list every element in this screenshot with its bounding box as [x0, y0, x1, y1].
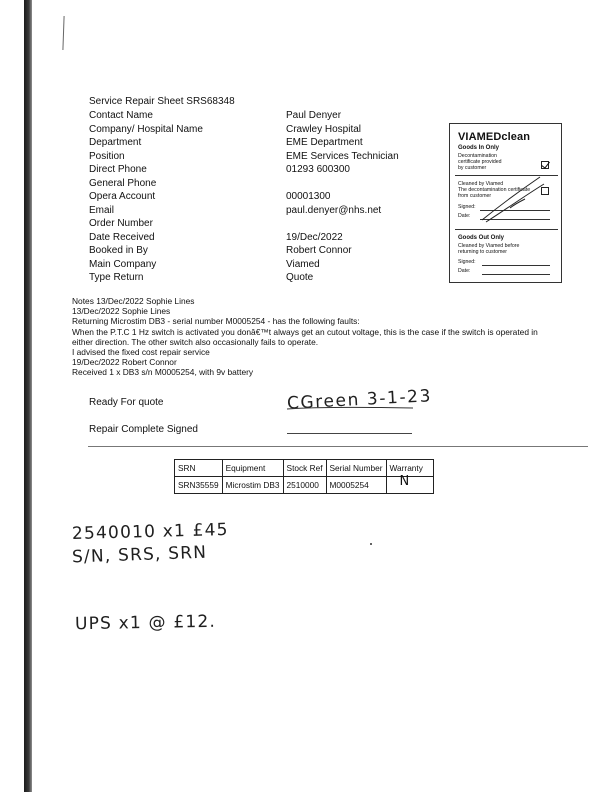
section-divider	[88, 446, 588, 447]
note-line-5: either direction. The other switch also occasionally fails to operate.	[72, 336, 319, 347]
field-value-order-number	[286, 217, 446, 231]
stamp-divider-2	[455, 229, 558, 230]
note-line-4: When the P.T.C 1 Hz switch is activated you donâ€™t always get an cutout voltage, this is the case if the switch is operated in	[72, 326, 538, 337]
field-value-opera-account: 00001300	[286, 191, 331, 202]
warranty-value: N	[399, 474, 410, 489]
stamp-brand: VIAMEDclean	[458, 131, 531, 143]
handwritten-note-2: S/N, SRS, SRN	[71, 542, 208, 568]
scan-mark	[62, 16, 64, 50]
goods-out-heading: Goods Out Only	[458, 235, 504, 241]
field-label-general-phone: General Phone	[89, 177, 157, 189]
field-label-booked-in-by: Booked in By	[89, 245, 148, 256]
inventory-table	[174, 459, 434, 494]
viamedclean-stamp	[449, 123, 562, 283]
goods-out-date-label: Date:	[458, 268, 471, 274]
field-value-direct-phone: 01293 600300	[286, 164, 350, 175]
handwritten-note-3: UPS x1 @ £12.	[74, 611, 217, 635]
header-srn: SRN	[175, 460, 223, 477]
goods-in-text-1: Decontamination	[458, 153, 497, 159]
field-label-order-number: Order Number	[89, 218, 153, 229]
ready-for-quote-label: Ready For quote	[89, 397, 164, 408]
field-label-contact-name: Contact Name	[89, 110, 153, 121]
field-label-direct-phone: Direct Phone	[89, 164, 147, 175]
header-equipment: Equipment	[222, 460, 283, 477]
dot-mark	[370, 543, 372, 545]
field-value-contact-name: Paul Denyer	[286, 110, 342, 121]
cleaned-text-3: from customer	[458, 193, 492, 199]
field-label-email: Email	[89, 204, 115, 216]
handwritten-note-1: 2540010 x1 £45	[71, 519, 229, 545]
warranty-handwritten-mark	[390, 474, 430, 490]
field-value-company: Crawley Hospital	[286, 123, 362, 135]
cell-stock-ref: 2510000	[283, 477, 326, 494]
cell-srn: SRN35559	[175, 477, 223, 494]
note-line-2: 13/Dec/2022 Sophie Lines	[72, 306, 171, 317]
scan-edge	[24, 0, 32, 792]
goods-out-signed-line	[482, 265, 550, 266]
cleaned-text-2: The decontamination certificate	[458, 187, 531, 193]
note-line-3: Returning Microstim DB3 - serial number M0005254 - has the following faults:	[72, 316, 360, 327]
goods-out-date-line	[482, 274, 550, 275]
ready-for-quote-handwritten: CGreen 3-1-23	[286, 386, 433, 414]
field-value-date-received: 19/Dec/2022	[286, 231, 343, 243]
repair-signature-line	[287, 433, 412, 434]
note-line-6: I advised the fixed cost repair service	[72, 347, 210, 358]
field-label-opera-account: Opera Account	[89, 191, 156, 202]
goods-in-text-3: by customer	[458, 165, 487, 171]
cleaned-text-1: Cleaned by Viamed	[458, 181, 504, 187]
signed-label: Signed:	[458, 204, 476, 210]
repair-complete-label: Repair Complete Signed	[89, 424, 198, 435]
sheet-title: Service Repair Sheet SRS68348	[89, 96, 235, 107]
field-label-date-received: Date Received	[89, 231, 155, 243]
field-label-main-company: Main Company	[89, 258, 157, 270]
date-label: Date:	[458, 213, 471, 219]
field-value-booked-in-by: Robert Connor	[286, 245, 352, 256]
field-value-position: EME Services Technician	[286, 150, 399, 162]
cell-equipment: Microstim DB3	[222, 477, 283, 494]
note-line-7: 19/Dec/2022 Robert Connor	[72, 357, 177, 368]
goods-out-text-1: Cleaned by Viamed before	[458, 243, 520, 249]
field-labels	[89, 109, 259, 285]
goods-in-heading: Goods In Only	[458, 145, 500, 151]
goods-in-text-2: certificate provided	[458, 159, 502, 165]
table-header-row	[175, 460, 434, 477]
field-value-email: paul.denyer@nhs.net	[286, 204, 382, 216]
field-label-company: Company/ Hospital Name	[89, 123, 203, 135]
field-value-type-return: Quote	[286, 272, 314, 283]
field-value-general-phone	[286, 177, 446, 191]
field-label-position: Position	[89, 150, 125, 162]
goods-out-text-2: returning to customer	[458, 249, 508, 255]
field-value-department: EME Department	[286, 137, 363, 148]
header-stock-ref: Stock Ref	[283, 460, 326, 477]
handwritten-underline	[286, 404, 416, 412]
field-label-department: Department	[89, 137, 142, 148]
header-serial-number: Serial Number	[326, 460, 386, 477]
field-values	[286, 109, 446, 285]
field-label-type-return: Type Return	[89, 272, 144, 283]
header-warranty: Warranty	[386, 460, 433, 477]
field-value-main-company: Viamed	[286, 258, 320, 270]
cell-serial-number: M0005254	[326, 477, 386, 494]
note-line-8: Received 1 x DB3 s/n M0005254, with 9v battery	[72, 367, 254, 378]
note-line-1: Notes 13/Dec/2022 Sophie Lines	[72, 296, 195, 306]
notes-section	[72, 296, 592, 378]
goods-out-signed-label: Signed:	[458, 259, 476, 265]
table-row	[175, 477, 434, 494]
cell-warranty	[386, 474, 433, 494]
